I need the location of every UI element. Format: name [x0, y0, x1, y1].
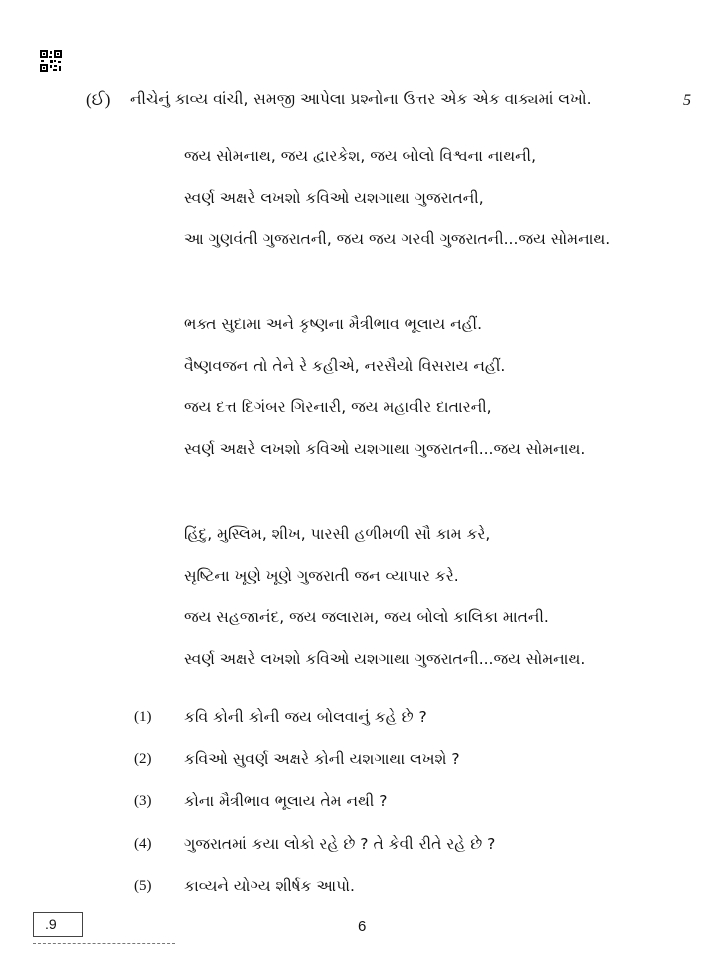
poem-line: સ્વર્ણ અક્ષરે લખશો કવિઓ યશગાથા ગુજરાતની...જય સોમનાથ. — [184, 649, 586, 668]
sub-question-text: ગુજરાતમાં કયા લોકો રહે છે ? તે કેવી રીતે રહે છે ? — [184, 834, 496, 853]
sub-question-2 — [0, 746, 727, 788]
poem-stanza-1 — [184, 143, 684, 268]
sub-question-number: (3) — [134, 793, 152, 810]
sub-question-1 — [0, 704, 727, 746]
poem-stanza-2 — [184, 311, 684, 478]
poem-line: સૃષ્ટિના ખૂણે ખૂણે ગુજરાતી જન વ્યાપાર કરે. — [184, 566, 459, 585]
qr-code-icon — [40, 50, 62, 72]
sub-question-4 — [0, 831, 727, 873]
sub-question-text: કવિ કોની કોની જય બોલવાનું કહે છે ? — [184, 708, 427, 726]
sub-question-text: કાવ્યને યોગ્ય શીર્ષક આપો. — [184, 876, 355, 895]
question-instruction: નીચેનું કાવ્ય વાંચી, સમજી આપેલા પ્રશ્નોના ઉત્તર એક એક વાક્યમાં લખો. — [130, 90, 592, 108]
sub-question-text: કોના મૈત્રીભાવ ભૂલાય તેમ નથી ? — [184, 792, 388, 811]
sub-question-number: (4) — [134, 835, 152, 852]
sub-questions — [0, 704, 727, 915]
sub-question-number: (2) — [134, 751, 152, 768]
question-number: (ઈ) — [86, 90, 111, 109]
paper-code-box: .9 — [33, 912, 83, 937]
poem-line: ભક્ત સુદામા અને કૃષ્ણના મૈત્રીભાવ ભૂલાય નહીં. — [184, 315, 483, 334]
poem-stanza-3 — [184, 521, 684, 688]
footer-divider — [33, 943, 175, 944]
sub-question-text: કવિઓ સુવર્ણ અક્ષરે કોની યશગાથા લખશે ? — [184, 750, 460, 769]
poem-line: જય સોમનાથ, જય દ્વારકેશ, જય બોલો વિશ્વના નાથની, — [184, 147, 537, 165]
sub-question-number: (1) — [134, 709, 152, 725]
poem-line: સ્વર્ણ અક્ષરે લખશો કવિઓ યશગાથા ગુજરાતની...જય સોમનાથ. — [184, 440, 586, 459]
poem-line: જય સહજાનંદ, જય જલારામ, જય બોલો કાલિકા માતની. — [184, 608, 549, 627]
sub-question-5 — [0, 873, 727, 915]
question-marks: 5 — [683, 92, 691, 109]
poem-line: જય દત્ત દિગંબર ગિરનારી, જય મહાવીર દાતારની, — [184, 398, 492, 417]
sub-question-number: (5) — [134, 877, 152, 894]
sub-question-3 — [0, 788, 727, 830]
poem — [184, 143, 684, 731]
page-number: 6 — [358, 918, 367, 935]
poem-line: વૈષ્ણવજન તો તેને રે કહીએ, નરસૈયો વિસરાય નહીં. — [184, 356, 506, 375]
poem-line: હિંદુ, મુસ્લિમ, શીખ, પારસી હળીમળી સૌ કામ કરે, — [184, 524, 491, 543]
question-header — [0, 88, 727, 116]
poem-line: સ્વર્ણ અક્ષરે લખશો કવિઓ યશગાથા ગુજરાતની, — [184, 188, 484, 207]
poem-line: આ ગુણવંતી ગુજરાતની, જય જય ગરવી ગુજરાતની...જય સોમનાથ. — [184, 230, 611, 249]
